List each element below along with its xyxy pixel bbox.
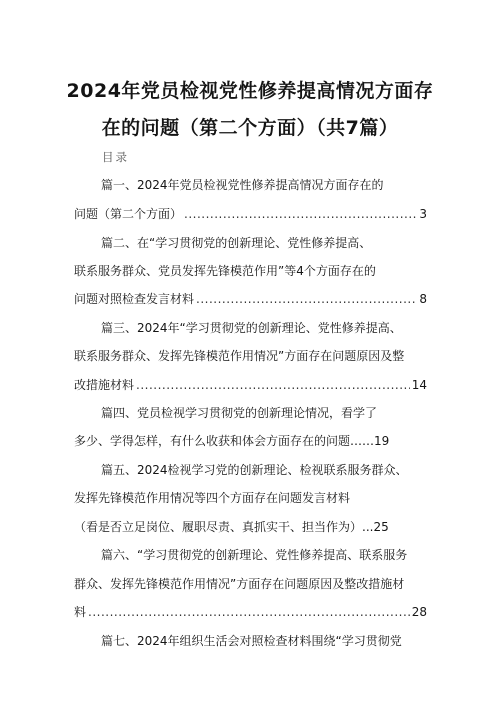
toc-entry[interactable] <box>101 547 431 563</box>
toc-entry-text: 多少、学得怎样，有什么收获和体会方面存在的问题……19 <box>74 434 390 448</box>
document-title-line-1: 2024年党员检视党性修养提高情况方面存 <box>66 80 434 102</box>
toc-entry-text: 联系服务群众、党员发挥先锋模范作用”等4个方面存在的 <box>74 264 376 278</box>
toc-entry[interactable] <box>74 519 434 535</box>
toc-entry-text: 料 <box>74 605 87 619</box>
toc-entry[interactable] <box>74 263 434 279</box>
toc-entry-text: 篇四、党员检视学习贯彻党的创新理论情况，看学了 <box>101 406 378 420</box>
toc-entry-text: 群众、发挥先锋模范作用情况”方面存在问题原因及整改措施材 <box>74 577 405 591</box>
document-title-line-2: 在的问题（第二个方面）（共7篇） <box>101 117 399 139</box>
toc-entry-text: 发挥先锋模范作用情况等四个方面存在问题发言材料 <box>74 491 351 505</box>
toc-entry-text: 篇三、2024年“学习贯彻党的创新理论、党性修养提高、 <box>101 321 402 335</box>
toc-entry[interactable] <box>74 490 434 506</box>
toc-leader-dots <box>196 291 417 307</box>
toc-leader-dots <box>136 377 410 393</box>
toc-entry[interactable] <box>101 462 431 478</box>
toc-leader-dots <box>184 206 417 222</box>
toc-entry[interactable] <box>74 348 434 364</box>
toc-page-number: 14 <box>411 378 427 392</box>
toc-entry-text: 篇二、在“学习贯彻党的创新理论、党性修养提高、 <box>101 236 372 250</box>
toc-entry[interactable] <box>74 206 427 222</box>
toc-entry-text: 改措施材料 <box>74 378 135 392</box>
toc-entry-text: 篇五、2024检视学习党的创新理论、检视联系服务群众、 <box>101 463 408 477</box>
toc-entry[interactable] <box>101 235 401 251</box>
toc-entry[interactable] <box>74 377 427 393</box>
toc-entry-text: 联系服务群众、发挥先锋模范作用情况”方面存在问题原因及整 <box>74 349 405 363</box>
toc-entry-text: 篇六、“学习贯彻党的创新理论、党性修养提高、联系服务 <box>101 548 408 562</box>
toc-entry-text: 问题（第二个方面） <box>74 207 183 221</box>
toc-leader-dots <box>88 604 410 620</box>
toc-entry-text: 篇一、2024年党员检视党性修养提高情况方面存在的 <box>101 178 384 192</box>
toc-entry[interactable] <box>101 405 431 421</box>
toc-entry[interactable] <box>74 576 434 592</box>
toc-entry-text: （看是否立足岗位、履职尽责、真抓实干、担当作为）...25 <box>74 520 389 534</box>
toc-entry-text: 篇七、2024年组织生活会对照检查材料围绕“学习贯彻党 <box>101 634 402 648</box>
toc-entry-text: 问题对照检查发言材料 <box>74 292 195 306</box>
toc-entry[interactable] <box>101 177 401 193</box>
toc-page-number: 3 <box>419 207 427 221</box>
toc-heading: 目录 <box>102 150 129 164</box>
toc-entry[interactable] <box>101 633 431 649</box>
toc-entry[interactable] <box>101 320 431 336</box>
toc-page-number: 8 <box>419 292 427 306</box>
toc-entry[interactable] <box>74 433 434 449</box>
toc-page-number: 28 <box>411 605 427 619</box>
toc-entry[interactable] <box>74 604 427 620</box>
toc-entry[interactable] <box>74 291 427 307</box>
